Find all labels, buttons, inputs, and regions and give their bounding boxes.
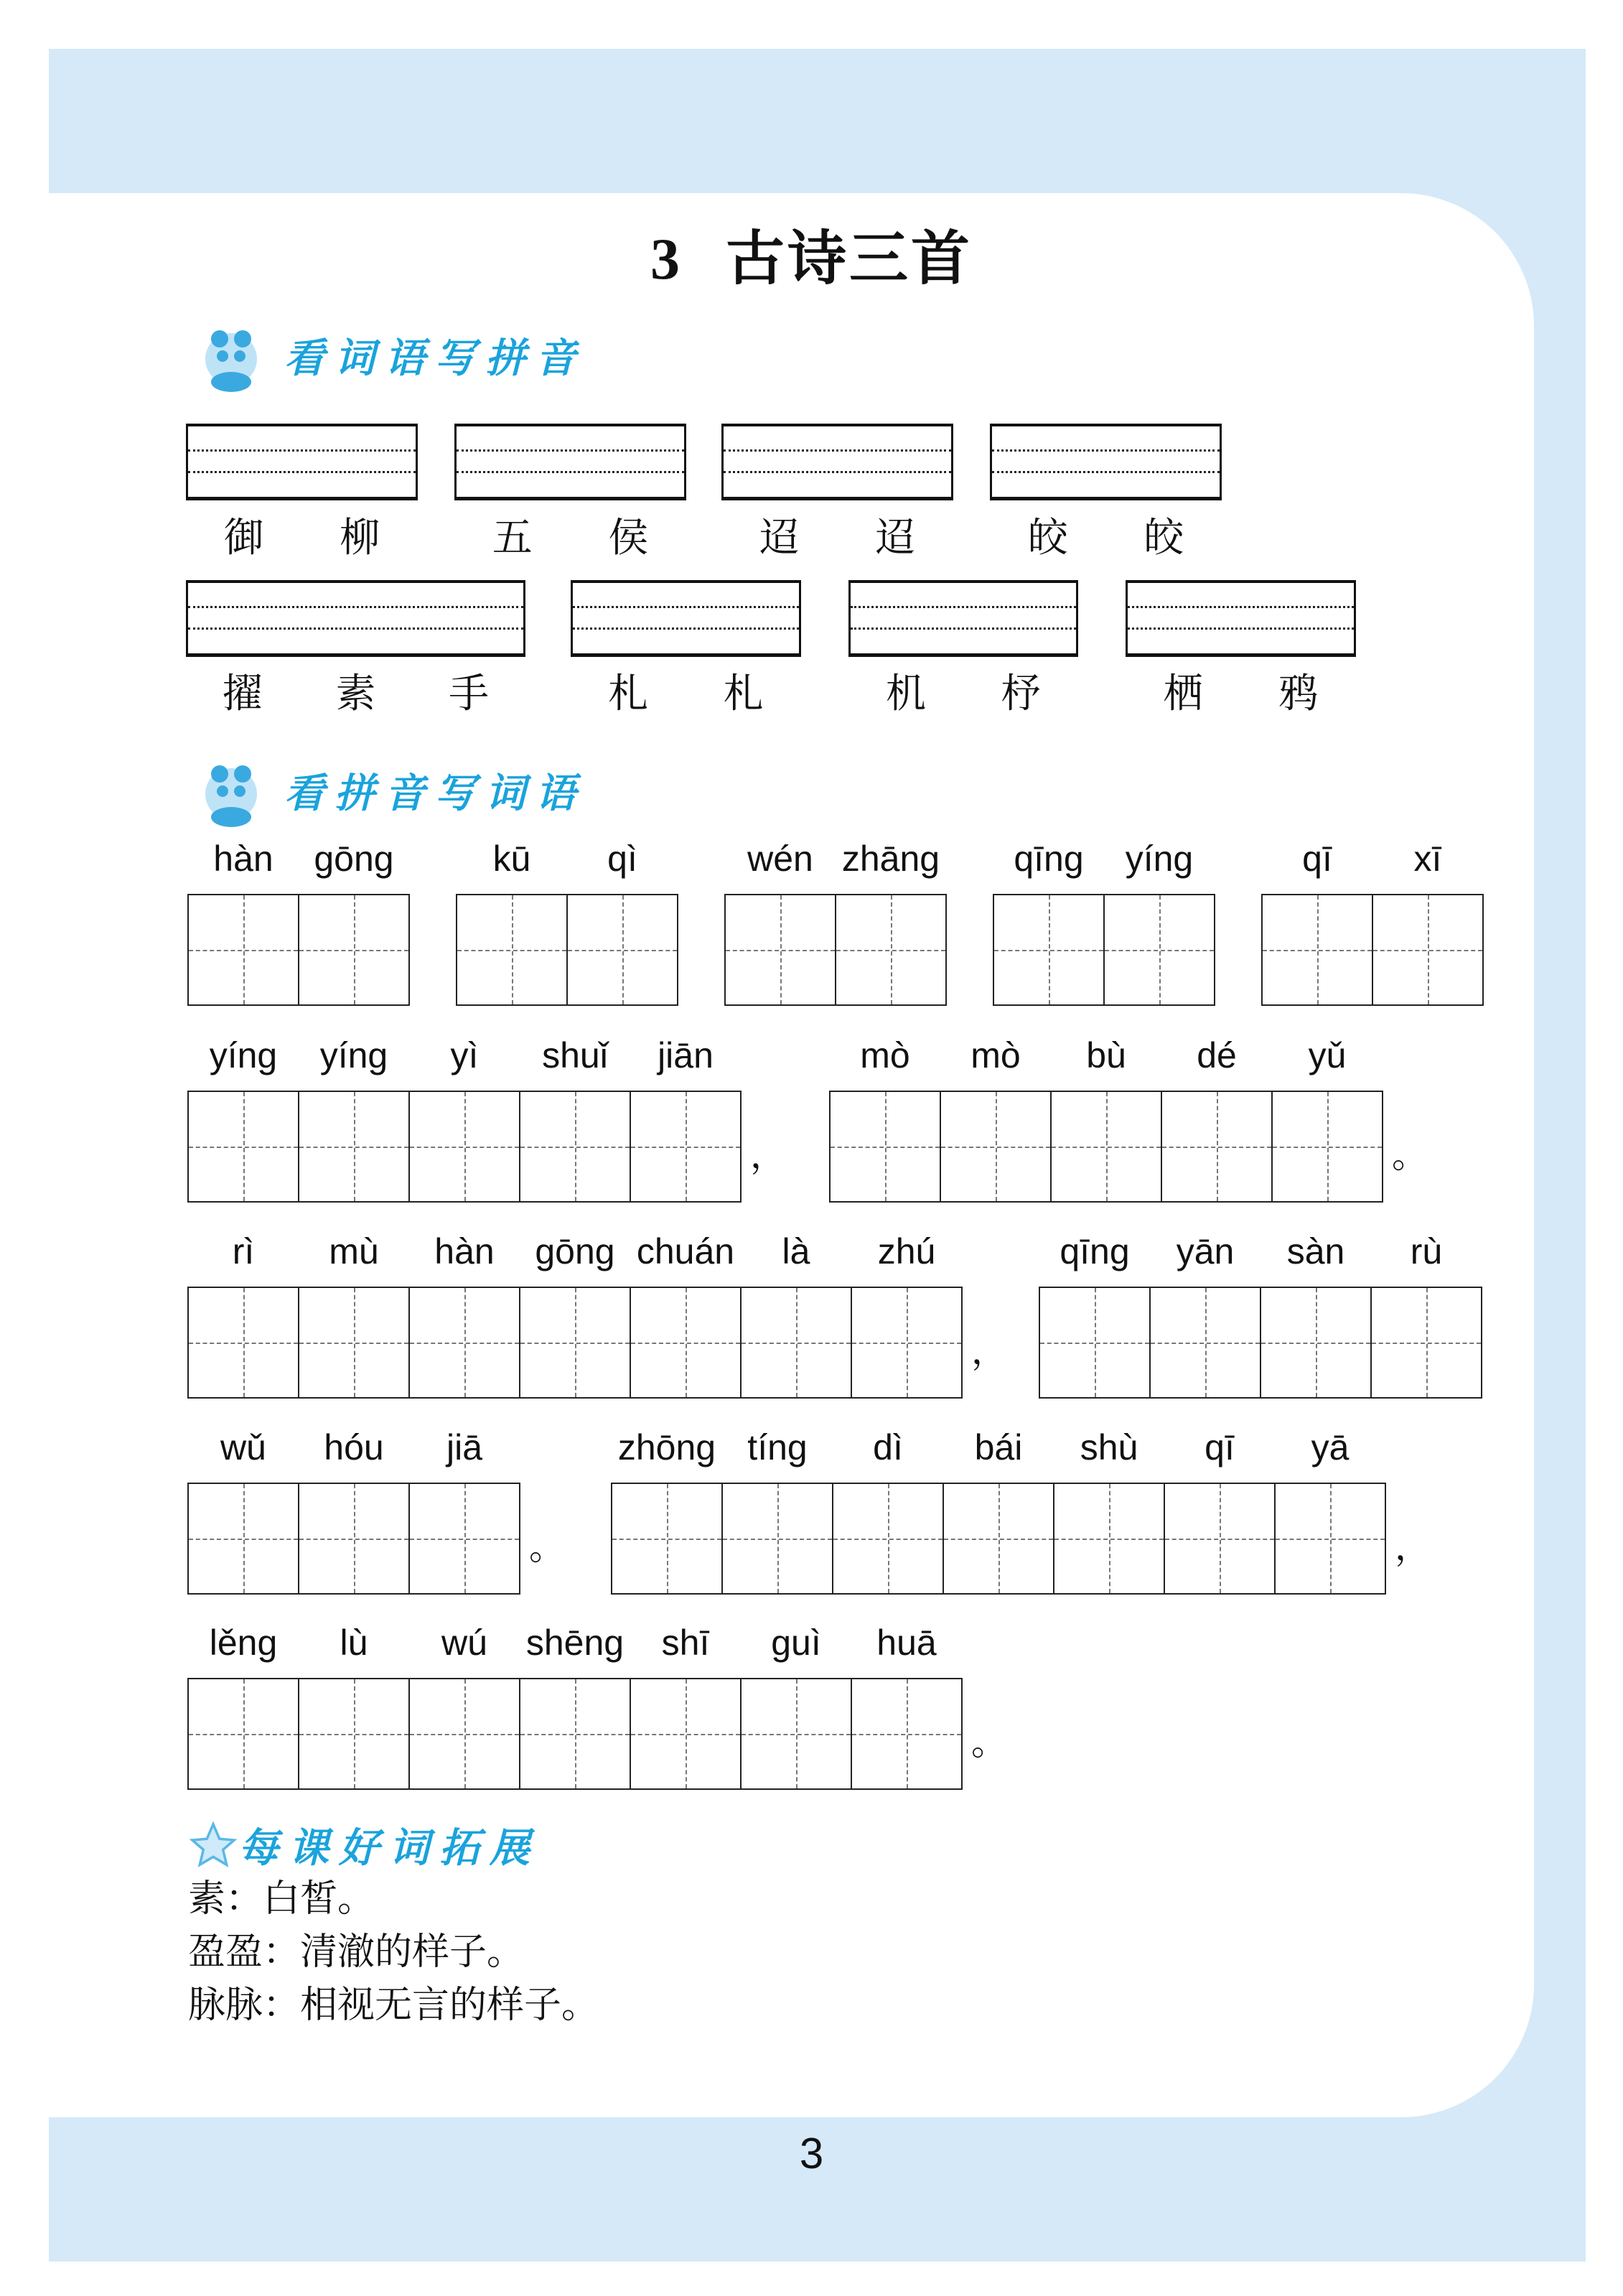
character-cell[interactable]	[408, 1287, 520, 1399]
pinyin-label: rì	[232, 1231, 255, 1271]
pinyin-label: gōng	[314, 839, 394, 879]
pinyin-label: hàn	[213, 839, 273, 879]
character: 五	[492, 515, 533, 561]
character-cell[interactable]	[298, 894, 410, 1006]
pinyin-label: mù	[329, 1231, 379, 1271]
punctuation-mark: ，	[750, 1135, 786, 1175]
punctuation-mark: 。	[529, 1527, 565, 1567]
pinyin-answer-box[interactable]	[1126, 580, 1356, 657]
character-cell[interactable]	[630, 1678, 742, 1790]
character: 皎	[1143, 515, 1184, 561]
panda-icon	[188, 751, 274, 830]
character-cell[interactable]	[724, 894, 836, 1006]
section-header-write-pinyin	[188, 316, 586, 395]
pinyin-answer-box[interactable]	[721, 424, 953, 500]
character-cell[interactable]	[835, 894, 947, 1006]
character: 机	[886, 671, 926, 717]
pinyin-label: qīng	[1060, 1231, 1130, 1271]
pinyin-label: sàn	[1286, 1231, 1345, 1271]
character-cell[interactable]	[1271, 1091, 1383, 1203]
pinyin-label: jiā	[446, 1427, 483, 1467]
character-grid-group	[187, 1483, 520, 1595]
character-cell[interactable]	[832, 1483, 944, 1595]
pinyin-label: bái	[974, 1427, 1023, 1467]
character-cell[interactable]	[1372, 894, 1484, 1006]
character-cell[interactable]	[187, 1287, 299, 1399]
character: 杼	[1001, 671, 1041, 717]
character-grid-group	[187, 1287, 963, 1399]
character-cell[interactable]	[187, 1091, 299, 1203]
character-grid-group	[993, 894, 1215, 1006]
pinyin-label: shù	[1080, 1427, 1138, 1467]
word-notes	[188, 1872, 599, 2032]
section-heading: 看拼音写词语	[284, 770, 586, 816]
pinyin-answer-box[interactable]	[571, 580, 801, 657]
character-cell[interactable]	[187, 1483, 299, 1595]
pinyin-label: qīng	[1014, 839, 1084, 879]
character: 擢	[222, 671, 263, 717]
pinyin-label: là	[782, 1231, 810, 1271]
character-cell[interactable]	[630, 1287, 742, 1399]
pinyin-label: zhāng	[841, 839, 940, 879]
character-cell[interactable]	[630, 1091, 742, 1203]
character-cell[interactable]	[408, 1678, 520, 1790]
pinyin-answer-box[interactable]	[186, 424, 418, 500]
word-characters	[454, 506, 686, 564]
character-cell[interactable]	[1274, 1483, 1386, 1595]
punctuation-mark: 。	[1392, 1135, 1428, 1175]
character: 迢	[875, 515, 916, 561]
pinyin-answer-box[interactable]	[454, 424, 686, 500]
character-grid-group	[187, 1091, 742, 1203]
pinyin-label: bù	[1086, 1035, 1126, 1075]
note-line: 盈盈：清澈的样子。	[188, 1931, 525, 1974]
character: 素	[335, 671, 376, 717]
pinyin-label: yíng	[319, 1035, 388, 1075]
pinyin-label: yān	[1176, 1231, 1235, 1271]
pinyin-label: huā	[876, 1623, 937, 1663]
word-characters	[990, 506, 1222, 564]
pinyin-label: yǔ	[1308, 1035, 1347, 1075]
punctuation-mark: 。	[971, 1722, 1007, 1763]
section-heading: 看词语写拼音	[284, 335, 586, 381]
word-characters	[1126, 662, 1356, 719]
character: 柳	[340, 515, 380, 561]
character-cell[interactable]	[408, 1483, 520, 1595]
character: 栖	[1163, 671, 1204, 717]
pinyin-label: qī	[1205, 1427, 1235, 1467]
character-grid-group	[456, 894, 678, 1006]
pinyin-label: dì	[873, 1427, 903, 1467]
character: 札	[608, 671, 649, 717]
character-cell[interactable]	[851, 1678, 963, 1790]
pinyin-label: mò	[860, 1035, 910, 1075]
pinyin-label: lěng	[209, 1623, 278, 1663]
section-heading: 每课好词拓展	[238, 1825, 540, 1870]
word-characters	[571, 662, 801, 719]
pinyin-answer-box[interactable]	[848, 580, 1078, 657]
pinyin-label: rù	[1410, 1231, 1443, 1271]
character-cell[interactable]	[740, 1678, 852, 1790]
character: 皎	[1027, 515, 1068, 561]
note-line: 脉脉：相视无言的样子。	[188, 1984, 599, 2027]
punctuation-mark: ，	[1395, 1527, 1431, 1567]
character-cell[interactable]	[187, 1678, 299, 1790]
pinyin-label: zhú	[877, 1231, 936, 1271]
character-cell[interactable]	[298, 1091, 410, 1203]
character-cell[interactable]	[298, 1678, 410, 1790]
panda-icon	[188, 316, 274, 395]
pinyin-label: mò	[970, 1035, 1021, 1075]
pinyin-label: zhōng	[617, 1427, 716, 1467]
note-line: 素：白皙。	[188, 1877, 375, 1921]
pinyin-label: shēng	[525, 1623, 625, 1663]
character: 侯	[608, 515, 649, 561]
lesson-title	[0, 212, 1623, 296]
character-cell[interactable]	[1053, 1483, 1165, 1595]
page-number: 3	[799, 2129, 824, 2178]
pinyin-label: shuǐ	[542, 1035, 608, 1075]
character-cell[interactable]	[298, 1287, 410, 1399]
word-characters	[721, 506, 953, 564]
character-cell[interactable]	[1261, 894, 1373, 1006]
character-cell[interactable]	[1149, 1287, 1261, 1399]
character-cell[interactable]	[1370, 1287, 1482, 1399]
pinyin-label: chuán	[636, 1231, 735, 1271]
pinyin-label: yā	[1311, 1427, 1350, 1467]
character-grid-group	[187, 1678, 963, 1790]
pinyin-label: wú	[441, 1623, 487, 1663]
character: 御	[223, 515, 264, 561]
character: 迢	[759, 515, 800, 561]
character-cell[interactable]	[943, 1483, 1054, 1595]
lesson-number: 3	[650, 226, 683, 291]
pinyin-label: xī	[1413, 839, 1442, 879]
character-cell[interactable]	[408, 1091, 520, 1203]
lesson-title-text: 古诗三首	[725, 226, 973, 291]
word-characters	[186, 662, 525, 719]
punctuation-mark: ，	[971, 1331, 1007, 1371]
pinyin-label: qī	[1302, 839, 1332, 879]
section-header-word-extension	[188, 1816, 540, 1874]
character-cell[interactable]	[519, 1678, 631, 1790]
pinyin-label: wǔ	[220, 1427, 266, 1467]
character-cell[interactable]	[519, 1287, 631, 1399]
character-cell[interactable]	[1164, 1483, 1276, 1595]
character: 手	[449, 671, 490, 717]
character-cell[interactable]	[721, 1483, 833, 1595]
pinyin-label: hàn	[434, 1231, 495, 1271]
pinyin-label: tíng	[747, 1427, 808, 1467]
pinyin-label: kū	[492, 839, 531, 879]
character-cell[interactable]	[1103, 894, 1215, 1006]
character-cell[interactable]	[851, 1287, 963, 1399]
character-grid-group	[1261, 894, 1484, 1006]
pinyin-label: shī	[661, 1623, 710, 1663]
pinyin-label: jiān	[658, 1035, 714, 1075]
character: 札	[723, 671, 764, 717]
character-cell[interactable]	[1161, 1091, 1273, 1203]
pinyin-label: yì	[450, 1035, 479, 1075]
star-icon	[188, 1820, 238, 1870]
word-characters	[848, 662, 1078, 719]
character-cell[interactable]	[1260, 1287, 1372, 1399]
character-cell[interactable]	[1039, 1287, 1151, 1399]
character-cell[interactable]	[940, 1091, 1052, 1203]
character-grid-group	[829, 1091, 1383, 1203]
pinyin-label: gōng	[535, 1231, 615, 1271]
character-cell[interactable]	[298, 1483, 410, 1595]
pinyin-label: hóu	[324, 1427, 384, 1467]
section-header-write-words	[188, 751, 586, 830]
pinyin-label: qì	[607, 839, 637, 879]
character-cell[interactable]	[456, 894, 568, 1006]
pinyin-answer-box[interactable]	[990, 424, 1222, 500]
pinyin-label: wén	[747, 839, 813, 879]
character-cell[interactable]	[187, 894, 299, 1006]
pinyin-label: dé	[1197, 1035, 1237, 1075]
character-grid-group	[1039, 1287, 1482, 1399]
pinyin-label: guì	[771, 1623, 821, 1663]
pinyin-label: lù	[340, 1623, 368, 1663]
character-grid-group	[611, 1483, 1386, 1595]
character-grid-group	[724, 894, 947, 1006]
character-cell[interactable]	[1050, 1091, 1162, 1203]
word-characters	[186, 506, 418, 564]
character: 鸦	[1278, 671, 1319, 717]
character-cell[interactable]	[519, 1091, 631, 1203]
character-cell[interactable]	[611, 1483, 723, 1595]
pinyin-answer-box[interactable]	[186, 580, 525, 657]
character-cell[interactable]	[566, 894, 678, 1006]
character-cell[interactable]	[740, 1287, 852, 1399]
character-cell[interactable]	[829, 1091, 941, 1203]
character-cell[interactable]	[993, 894, 1105, 1006]
pinyin-label: yíng	[209, 1035, 278, 1075]
character-grid-group	[187, 894, 410, 1006]
pinyin-label: yíng	[1125, 839, 1194, 879]
